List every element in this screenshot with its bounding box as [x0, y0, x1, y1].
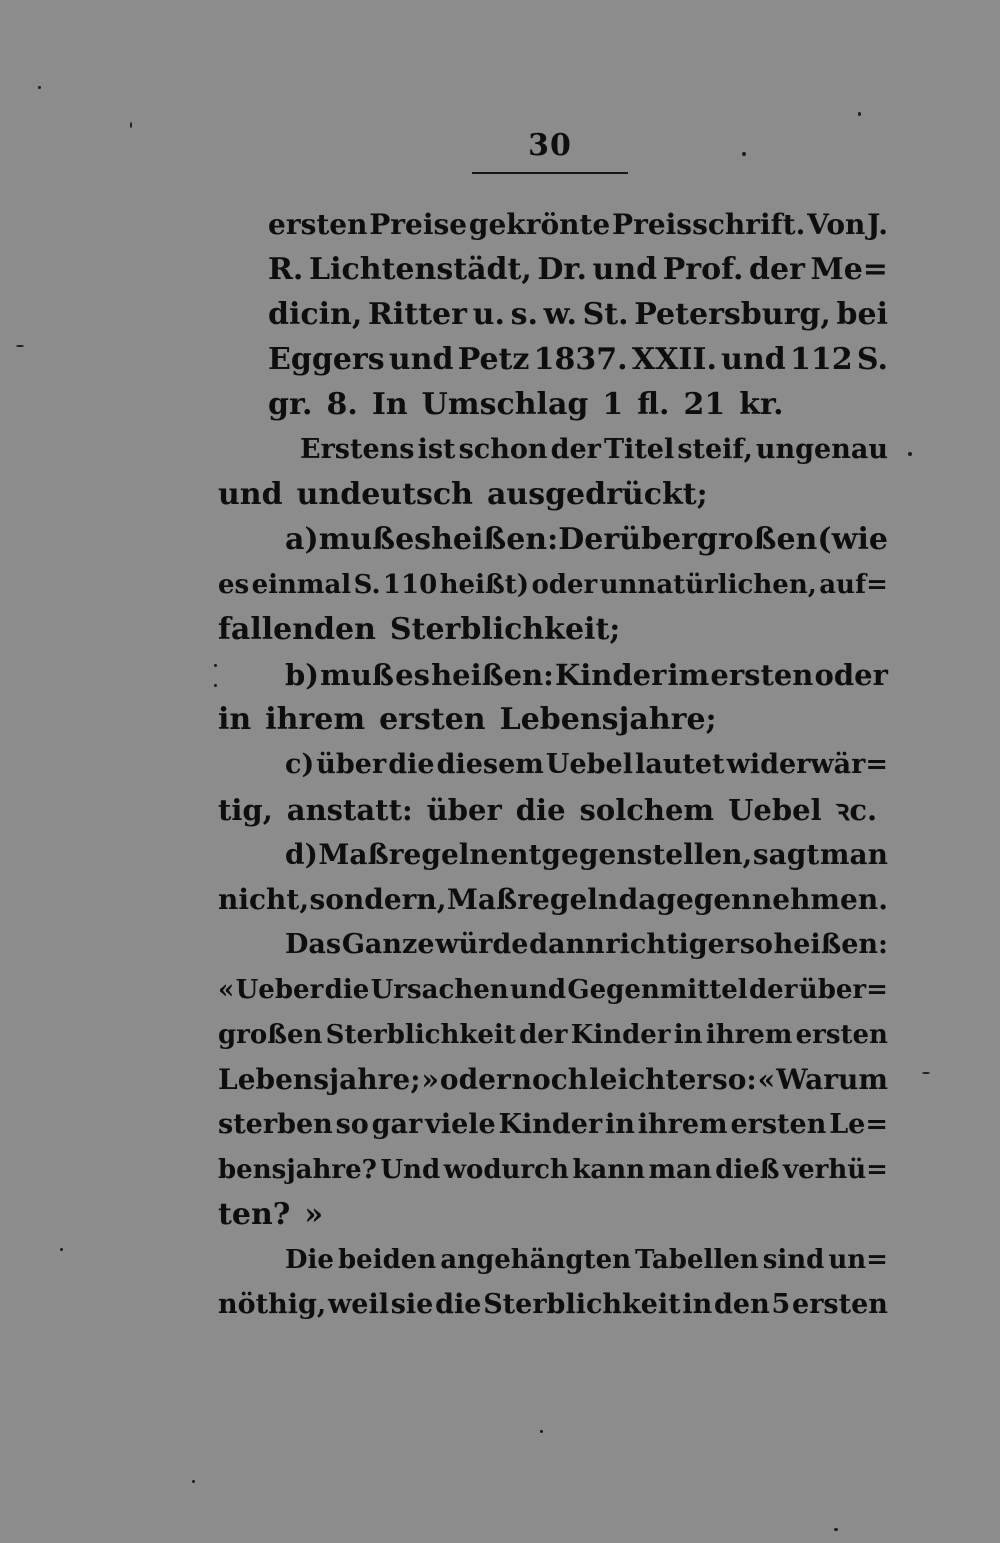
scan-speck [742, 152, 746, 156]
text-line: b) muß es heißen: Kinder im ersten oder [285, 658, 888, 692]
scan-speck [16, 345, 24, 347]
text-line: dicin, Ritter u. s. w. St. Petersburg, bei [268, 297, 888, 332]
text-line: ten? » [218, 1197, 324, 1232]
text-line: Lebensjahre; » oder noch leichter so: « Warum [218, 1063, 888, 1096]
text-line: großen Sterblichkeit der Kinder in ihrem ersten [218, 1020, 888, 1050]
text-line: Die beiden angehängten Tabellen sind un= [285, 1245, 888, 1275]
text-line: in ihrem ersten Lebensjahre; [218, 702, 717, 737]
text-line: « Ueber die Ursachen und Gegenmittel der über= [218, 975, 888, 1005]
text-line: Eggers und Petz 1837. XXII. und 112 S. [268, 342, 888, 377]
text-line: tig, anstatt: über die solchem Uebel ꝛc. [218, 793, 878, 827]
scan-speck [38, 86, 41, 89]
text-line: d) Maßregeln entgegenstellen, sagt man [285, 838, 888, 871]
scan-speck [214, 664, 217, 667]
text-line: nicht, sondern, Maßregeln dagegen nehmen. [218, 883, 888, 916]
text-line: bensjahre? Und wodurch kann man dieß verhü= [218, 1155, 888, 1185]
scan-speck [130, 122, 132, 128]
page-number: 30 [528, 128, 572, 163]
text-line: gr. 8. In Umschlag 1 fl. 21 kr. [268, 387, 784, 422]
text-line: nöthig, weil sie die Sterblichkeit in den 5 ersten [218, 1289, 888, 1320]
text-line: fallenden Sterblichkeit; [218, 612, 621, 647]
text-line: Erstens ist schon der Titel steif, ungenau [300, 434, 888, 465]
scan-speck [922, 1072, 930, 1074]
scan-speck [192, 1480, 195, 1483]
scan-speck [834, 1528, 838, 1531]
text-line: c) über die diesem Uebel lautet widerwär= [285, 749, 888, 780]
scan-speck [214, 684, 217, 687]
text-line: ersten Preise gekrönte Preisschrift. Von J. [268, 208, 888, 241]
scan-speck [60, 1248, 63, 1251]
text-line: und undeutsch ausgedrückt; [218, 477, 708, 512]
text-line: sterben so gar viele Kinder in ihrem ersten Le= [218, 1109, 888, 1140]
scan-speck [908, 452, 912, 456]
header-rule [472, 172, 628, 174]
text-line: es einmal S. 110 heißt) oder unnatürlichen, auf= [218, 570, 888, 600]
text-line: Das Ganze würde dann richtiger so heißen: [285, 929, 888, 960]
scan-speck [540, 1430, 543, 1433]
text-line: a) muß es heißen: Der übergroßen (wie [285, 522, 888, 557]
scan-speck [858, 112, 861, 116]
text-line: R. Lichtenstädt, Dr. und Prof. der Me= [268, 252, 888, 287]
